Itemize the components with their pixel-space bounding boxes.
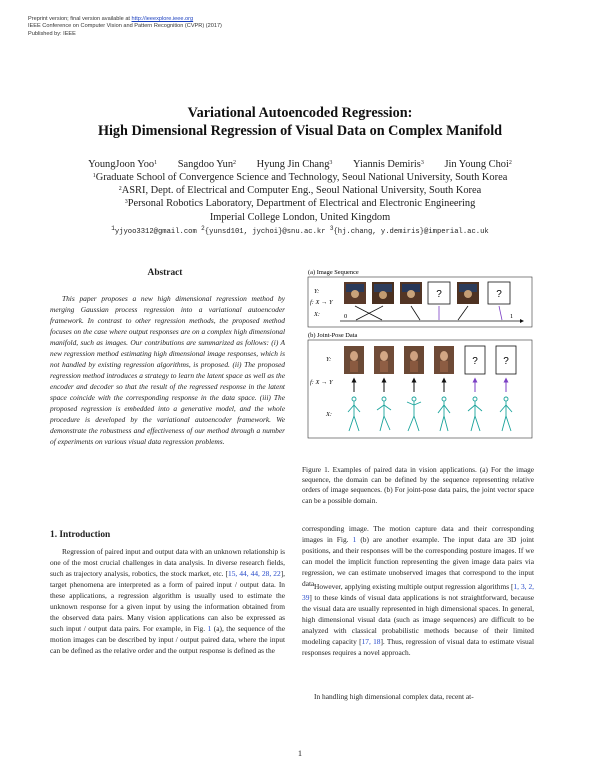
citation-link[interactable]: 15, 44, 44, 28, 22 xyxy=(228,569,281,578)
image-frame xyxy=(372,282,394,304)
title-line-2: High Dimensional Regression of Visual Data on Complex Manifold xyxy=(97,123,503,139)
joint-skeleton xyxy=(348,397,360,431)
joint-skeleton xyxy=(438,397,450,431)
preprint-header xyxy=(28,16,222,38)
mapping-arrow xyxy=(355,306,382,320)
mapping-arrow xyxy=(458,306,468,320)
right-paragraph-3: In handling high dimensional complex data, recent at- xyxy=(314,692,474,701)
figure-ref-link[interactable]: 1 xyxy=(352,535,357,544)
author: Yiannis Demiris$^3$ xyxy=(353,159,424,170)
svg-text:?: ? xyxy=(472,356,478,367)
author-emails: $^1$yjyoo3312@gmail.com $^2${yunsd101, jychoi}@snu.ac.kr $^3${hj.chang, y.demiris}@imperial.ac.uk xyxy=(111,225,489,236)
figure-1-caption: Figure 1. Examples of paired data in vision applications. (a) For the image sequence, the domain can be defined by the sequence representing relative orders of image sequences. (b) For joint-pose data pairs, the joint vector space can be a possible domain. xyxy=(302,465,534,505)
affiliation-2: $^2$ASRI, Dept. of Electrical and Computer Eng., Seoul National University, South Korea xyxy=(118,185,482,197)
abstract-text: This paper proposes a new high dimensional regression method by merging Gaussian process regression into a variational autoencoder framework. In contrast to other regression methods, the proposed method focuses on the case where output responses are on a complex high dimensional manifold, such as images. Our contributions are summarized as follows: (i) A new regression method estimating high dimensional image responses, which is not handled by existing regression algorithms, is proposed. (ii) The proposed regression method introduces a strategy to learn the latent space as well as the encoder and decoder so that the result of the regressed response in the latent space coincide with the corresponding response in the data space. (iii) The proposed regression is embedded into a generative model, and the whole procedure is developed by the variational autoencoder framework. We demonstrate the robustness and effectiveness of our method through a number of experiments on various visual data regression problems. xyxy=(50,294,285,446)
axis-end-label: 1 xyxy=(510,313,514,320)
posture-image xyxy=(404,346,424,374)
citation-link[interactable]: 1, 3, 2, 39 xyxy=(302,582,534,602)
joint-skeleton xyxy=(468,397,482,431)
author: Jin Young Choi$^2$ xyxy=(444,159,512,170)
affiliations xyxy=(0,171,600,224)
image-frame xyxy=(344,282,366,304)
panel-a-y-label: Y: xyxy=(314,288,320,295)
unknown-image: ? xyxy=(436,289,442,300)
title-line-1: Variational Autoencoded Regression: xyxy=(187,105,413,121)
posture-image xyxy=(434,346,454,374)
unknown-posture xyxy=(496,346,516,374)
panel-b-label: (b) Joint-Pose Data xyxy=(308,332,358,339)
venue-line: IEEE Conference on Computer Vision and Pattern Recognition (CVPR) (2017) xyxy=(28,23,222,30)
axis-start-label: 0 xyxy=(344,313,348,320)
author: Hyung Jin Chang$^3$ xyxy=(256,159,333,170)
affiliation-3-institution: Imperial College London, United Kingdom xyxy=(209,211,391,223)
email-2: {yunsd101, jychoi}@snu.ac.kr xyxy=(204,228,326,236)
mapping-arrow xyxy=(411,306,420,320)
preprint-line1: Preprint version; final version available at xyxy=(28,16,132,22)
panel-a-x-label: X: xyxy=(314,311,321,318)
paper-title xyxy=(0,104,600,140)
author: YoungJoon Yoo$^1$ xyxy=(88,159,158,170)
unknown-image: ? xyxy=(496,289,502,300)
mapping-arrow xyxy=(356,306,383,320)
intro-paragraph-1: Regression of paired input and output data with an unknown relationship is one of the most crucial challenges in data analysis. In diverse research fields, such as trajectory analysis, robotics, the stock market, etc. [15, 44, 44, 28, 22], target phenomena are interpreted as a form of paired input / output data. In these applications, a regression algorithm is usually used to estimate the unknown response for a given input by using the information obtained from the observed data pairs. Many vision applications can also be expressed as such input / output data pairs. For example, in Fig. 1 (a), the sequence of the motion images can be described by input / output paired data, where the input can be defined as the relative order and the output response is defined as the xyxy=(50,547,286,655)
right-paragraph-2: However, applying existing multiple output regression algorithms [1, 3, 2, 39] to these kinds of visual data applications is not straightforward, because the visual data are usually represented in high dimensional spaces. In general, high dimensional visual data (such as image sequences) are difficult to be analyzed with classical probabilistic methods because of their limited modeling capacity [17, 18]. Thus, regression of visual data to estimate visual responses requires a novel approach. xyxy=(302,582,534,657)
affiliation-1: $^1$Graduate School of Convergence Science and Technology, Seoul National University, South Korea xyxy=(92,172,508,183)
email-1: yjyoo3312@gmail.com xyxy=(114,228,197,236)
ieee-link[interactable]: http://ieeexplore.ieee.org xyxy=(131,16,194,22)
intro-heading: 1. Introduction xyxy=(50,530,111,540)
affiliation-3: $^3$Personal Robotics Laboratory, Department of Electrical and Electronic Engineering xyxy=(124,198,476,210)
posture-image xyxy=(344,346,364,374)
image-frame xyxy=(457,282,479,304)
image-frame xyxy=(428,282,450,304)
mapping-arrow-unknown xyxy=(499,306,502,320)
citation-link[interactable]: 17, 18 xyxy=(361,637,381,646)
image-frame xyxy=(400,282,422,304)
abstract-heading: Abstract xyxy=(147,268,183,278)
right-paragraph-1: corresponding image. The motion capture data and their corresponding images in Fig. 1 (b) are another example. The input data are 3D joint positions, and their responses will be the corresponding posture images. If we can model the implicit function representing the given image data pairs via regression, we can estimate unobserved images that correspond to the input data. xyxy=(302,524,535,588)
joint-skeleton xyxy=(377,397,391,431)
unknown-posture xyxy=(465,346,485,374)
posture-image xyxy=(374,346,394,374)
panel-a-f-label: f: X → Y xyxy=(310,299,333,306)
panel-b-f-label: f: X → Y xyxy=(310,379,333,386)
image-frame xyxy=(488,282,510,304)
figure-ref-link[interactable]: 1 xyxy=(207,624,212,633)
author-list xyxy=(0,158,600,172)
svg-text:?: ? xyxy=(503,356,509,367)
author: Sangdoo Yun$^2$ xyxy=(177,159,237,170)
panel-b-y-label: Y: xyxy=(326,356,332,363)
page-number: 1 xyxy=(297,749,303,758)
joint-skeleton xyxy=(407,397,421,431)
panel-b-x-label: X: xyxy=(326,411,333,418)
figure-1 xyxy=(302,266,536,458)
publisher-line: Published by: IEEE xyxy=(28,30,76,37)
email-3: {hj.chang, y.demiris}@imperial.ac.uk xyxy=(333,228,489,236)
joint-skeleton xyxy=(500,397,512,431)
panel-a-label: (a) Image Sequence xyxy=(308,269,359,276)
